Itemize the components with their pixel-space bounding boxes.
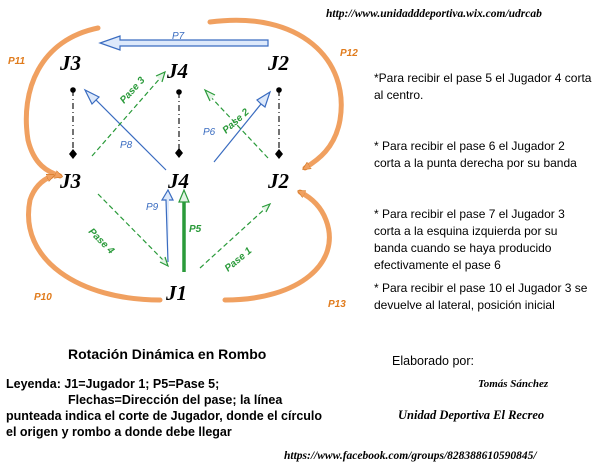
label-p2: Pase 2 — [220, 106, 252, 137]
made-by-label: Elaborado por: — [392, 354, 475, 368]
bottom-url: https://www.facebook.com/groups/828388610590845/ — [284, 450, 537, 462]
origin-circle-j3 — [70, 87, 76, 93]
player-j2-top: J2 — [268, 51, 289, 75]
origin-circle-j2 — [276, 87, 282, 93]
player-j1: J1 — [166, 281, 187, 305]
destination-diamond-j4 — [175, 148, 183, 158]
legend-line-1: Leyenda: J1=Jugador 1; P5=Pase 5; — [6, 377, 220, 391]
label-p12: P12 — [340, 48, 358, 59]
label-p11: P11 — [8, 56, 26, 67]
player-j3-mid: J3 — [60, 169, 81, 193]
note-pass-10: * Para recibir el pase 10 el Jugador 3 se devuelve al lateral, posición inicial — [374, 281, 591, 312]
player-j4-top: J4 — [167, 59, 188, 83]
author-name: Tomás Sánchez — [478, 378, 549, 390]
club-name: Unidad Deportiva El Recreo — [398, 408, 545, 422]
label-p5: P5 — [189, 224, 202, 235]
destination-diamond-j3 — [69, 149, 77, 159]
label-p3: Pase 3 — [118, 75, 148, 107]
note-pass-5: *Para recibir el pase 5 el Jugador 4 corta al centro. — [374, 71, 595, 102]
top-url: http://www.unidadddeportiva.wix.com/udrcab — [326, 8, 542, 20]
origin-circle-j4 — [176, 89, 182, 95]
note-pass-7: * Para recibir el pase 7 el Jugador 3 corta a la esquina izquierda por su banda cuando se haya producido efectivamente el pase 6 — [374, 207, 569, 272]
note-pass-6: * Para recibir el pase 6 el Jugador 2 corta a la punta derecha por su banda — [374, 139, 577, 170]
legend-line-2: Flechas=Dirección del pase; la línea punteada indica el corte de Jugador, donde el círculo el origen y rombo a donde debe llegar — [6, 393, 323, 439]
player-j4-mid: J4 — [168, 169, 189, 193]
label-p13: P13 — [328, 299, 346, 310]
player-j3-top: J3 — [60, 51, 81, 75]
destination-diamond-j2 — [275, 149, 283, 159]
pass-arrow-p9 — [162, 190, 173, 262]
label-p1: Pase 1 — [222, 245, 255, 275]
label-p9: P9 — [146, 202, 159, 213]
pass-arrow-p1-head — [262, 204, 270, 212]
curve-p13 — [222, 192, 329, 300]
legend — [6, 376, 324, 440]
label-p7: P7 — [172, 31, 185, 42]
label-p4: Pase 4 — [85, 226, 117, 257]
label-p8: P8 — [120, 140, 133, 151]
diagram-title: Rotación Dinámica en Rombo — [68, 346, 267, 362]
label-p10: P10 — [34, 292, 52, 303]
player-j2-mid: J2 — [268, 169, 289, 193]
cut-markers — [69, 87, 283, 159]
cut-lines — [73, 90, 279, 154]
label-p6: P6 — [203, 127, 216, 138]
